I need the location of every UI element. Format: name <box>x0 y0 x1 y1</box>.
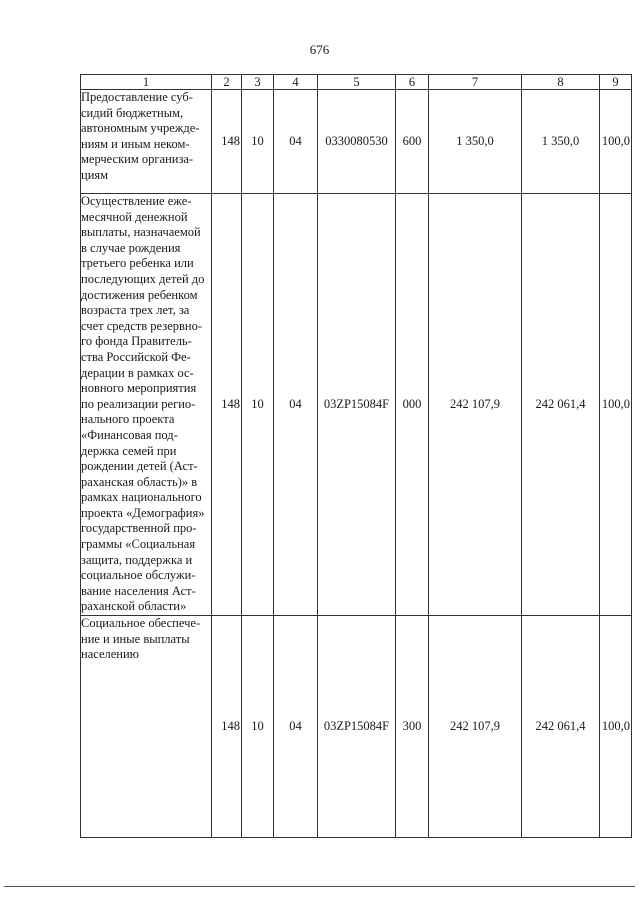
page-number: 676 <box>309 42 330 57</box>
header-cell: 9 <box>600 75 632 90</box>
section-code-cell: 10 <box>242 90 274 194</box>
target-article-cell: 0330080530 <box>318 90 396 194</box>
subsection-code-cell: 04 <box>274 616 318 838</box>
target-article-cell: 03ZP15084F <box>318 194 396 616</box>
admin-code-cell: 148 <box>212 194 242 616</box>
subsection-code-cell: 04 <box>274 90 318 194</box>
row-name-cell: Осуществление еже- месячной денежной выплаты, назначаемой в случае рождения третьего ребенка или последующих детей до достижения ребенком возраста трех лет, за счет средств резервно- го фонда Правитель- ства Российской Фе- дерации в рамках ос- новного мероприятия по реализации регио- нального проекта «Финансовая под- держка семей при рождении детей (Аст- раханская область)» в рамках национального проекта «Демография» государственной про- граммы «Социальная защита, поддержка и социальное обслужи- вание населения Аст- раханской области» <box>81 194 212 616</box>
planned-amount-cell: 242 107,9 <box>429 616 522 838</box>
table-row <box>81 616 632 838</box>
planned-amount-cell: 242 107,9 <box>429 194 522 616</box>
row-name-cell: Предоставление суб- сидий бюджетным, автономным учрежде- ниям и иным неком- мерческим организа- циям <box>81 90 212 194</box>
executed-amount-cell: 1 350,0 <box>522 90 600 194</box>
admin-code-cell: 148 <box>212 90 242 194</box>
header-cell: 3 <box>242 75 274 90</box>
executed-amount-cell: 242 061,4 <box>522 194 600 616</box>
percent-cell: 100,0 <box>600 90 632 194</box>
header-cell: 4 <box>274 75 318 90</box>
percent-cell: 100,0 <box>600 616 632 838</box>
header-cell: 8 <box>522 75 600 90</box>
expense-type-cell: 600 <box>396 90 429 194</box>
row-name-cell: Социальное обеспече- ние и иные выплаты населению <box>81 616 212 838</box>
expense-type-cell: 300 <box>396 616 429 838</box>
header-cell: 1 <box>81 75 212 90</box>
percent-cell: 100,0 <box>600 194 632 616</box>
header-cell: 2 <box>212 75 242 90</box>
footer-rule <box>4 886 635 887</box>
expense-type-cell: 000 <box>396 194 429 616</box>
section-code-cell: 10 <box>242 194 274 616</box>
budget-table <box>80 74 632 838</box>
section-code-cell: 10 <box>242 616 274 838</box>
header-cell: 5 <box>318 75 396 90</box>
table-row <box>81 194 632 616</box>
header-cell: 6 <box>396 75 429 90</box>
target-article-cell: 03ZP15084F <box>318 616 396 838</box>
subsection-code-cell: 04 <box>274 194 318 616</box>
table-row <box>81 90 632 194</box>
header-cell: 7 <box>429 75 522 90</box>
admin-code-cell: 148 <box>212 616 242 838</box>
planned-amount-cell: 1 350,0 <box>429 90 522 194</box>
header-row <box>81 75 632 90</box>
executed-amount-cell: 242 061,4 <box>522 616 600 838</box>
